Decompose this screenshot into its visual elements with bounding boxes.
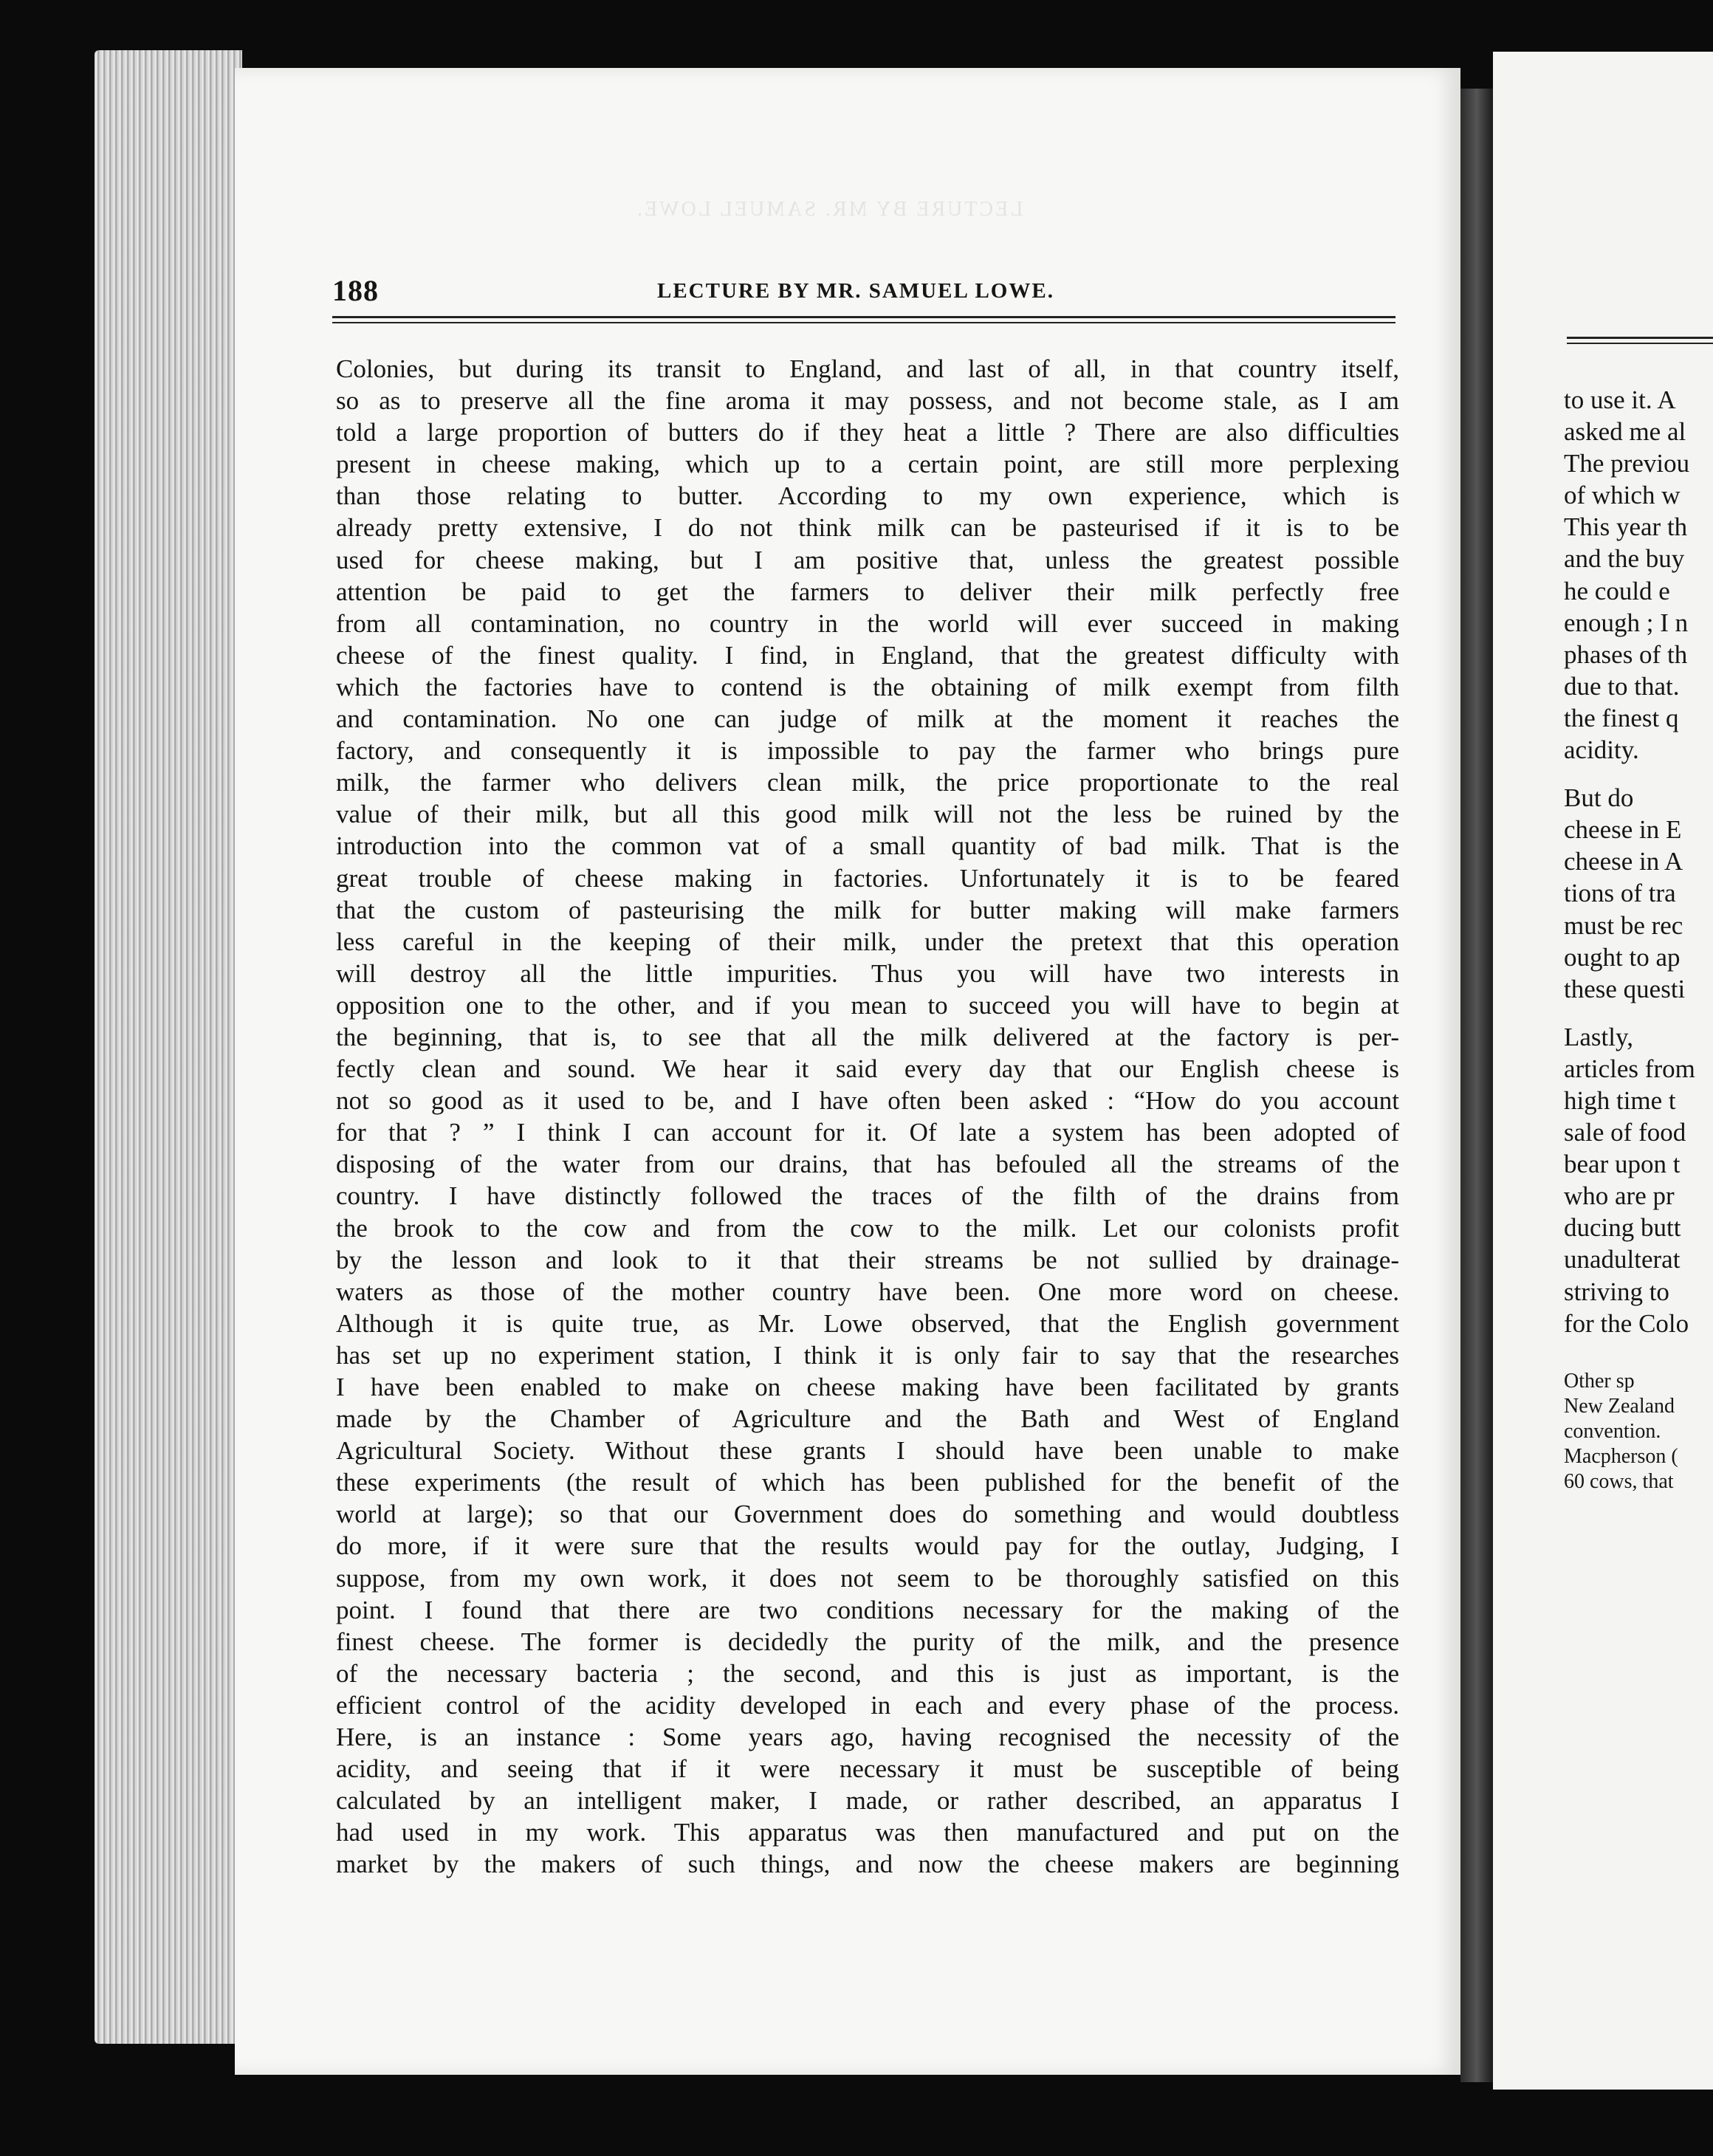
text-line: not so good as it used to be, and I have often been asked : “How do you account (336, 1086, 1399, 1116)
facing-header-rule (1567, 337, 1713, 339)
text-line: less careful in the keeping of their milk, under the pretext that this operation (336, 927, 1399, 956)
text-line: calculated by an intelligent maker, I made, or rather described, an apparatus I (336, 1786, 1399, 1816)
page-header (332, 273, 1396, 310)
text-line: waters as those of the mother country have been. One more word on cheese. (336, 1277, 1399, 1306)
text-line: of the necessary bacteria ; the second, and this is just as important, is the (336, 1658, 1399, 1688)
facing-paragraph-3 (1564, 1021, 1713, 1339)
facing-text-line: enough ; I n (1564, 608, 1689, 637)
facing-text-line: and the buy (1564, 544, 1685, 574)
text-line: factory, and consequently it is impossible to pay the farmer who brings pure (336, 736, 1399, 766)
facing-page-text (1564, 384, 1713, 1494)
text-line: cheese of the finest quality. I find, in England, that the greatest difficulty with (336, 640, 1399, 670)
text-line: great trouble of cheese making in factories. Unfortunately it is to be feared (336, 863, 1399, 893)
facing-text-line: Other sp (1564, 1369, 1635, 1393)
text-line: milk, the farmer who delivers clean milk, the price proportionate to the real (336, 768, 1399, 797)
text-line: will destroy all the little impurities. Thus you will have two interests in (336, 958, 1399, 988)
text-line: by the lesson and look to it that their streams be not sullied by drainage- (336, 1245, 1399, 1274)
page-number: 188 (332, 274, 379, 307)
text-line: these experiments (the result of which has been published for the benefit of the (336, 1468, 1399, 1497)
facing-text-line: asked me al (1564, 417, 1686, 447)
facing-text-line: of which w (1564, 481, 1681, 510)
text-line: point. I found that there are two conditions necessary for the making of the (336, 1595, 1399, 1624)
facing-text-line: bear upon t (1564, 1150, 1681, 1179)
text-line: disposing of the water from our drains, that has befouled all the streams of the (336, 1150, 1399, 1179)
body-text (336, 353, 1399, 1881)
text-line: than those relating to butter. According to my own experience, which is (336, 481, 1399, 511)
text-line: I have been enabled to make on cheese making have been facilitated by grants (336, 1373, 1399, 1401)
facing-text-line: phases of th (1564, 639, 1688, 669)
facing-text-line: unadulterat (1564, 1245, 1681, 1274)
text-line: had used in my work. This apparatus was then manufactured and put on the (336, 1818, 1399, 1847)
text-line: suppose, from my own work, it does not seem to be thoroughly satisfied on this (336, 1563, 1399, 1593)
text-line: market by the makers of such things, and now the cheese makers are beginning (336, 1850, 1399, 1879)
facing-text-line: New Zealand (1564, 1394, 1675, 1418)
text-line: so as to preserve all the fine aroma it may possess, and not become stale, as I am (336, 386, 1399, 416)
header-rule-thin (332, 322, 1396, 323)
text-line: value of their milk, but all this good milk will not the less be ruined by the (336, 800, 1399, 829)
text-line: Colonies, but during its transit to England, and last of all, in that country itself, (336, 354, 1399, 383)
text-line: acidity, and seeing that if it were necessary it must be susceptible of being (336, 1754, 1399, 1784)
facing-text-line: for the Colo (1564, 1308, 1689, 1338)
text-line: from all contamination, no country in the world will ever succeed in making (336, 608, 1399, 638)
running-head: LECTURE BY MR. SAMUEL LOWE. (657, 279, 1054, 303)
facing-text-line: he could e (1564, 576, 1670, 605)
bleed-through-heading: LECTURE BY MR. SAMUEL LOWE. (635, 198, 1023, 221)
text-line: introduction into the common vat of a small quantity of bad milk. That is the (336, 831, 1399, 861)
facing-text-line: convention. (1564, 1419, 1661, 1443)
facing-text-line: ducing butt (1564, 1213, 1681, 1243)
facing-text-line: who are pr (1564, 1181, 1675, 1211)
facing-paragraph-4 (1564, 1369, 1713, 1494)
facing-paragraph-2 (1564, 782, 1713, 1005)
text-line: finest cheese. The former is decidedly the purity of the milk, and the presence (336, 1627, 1399, 1656)
facing-text-line: high time t (1564, 1085, 1676, 1115)
text-line: has set up no experiment station, I think it is only fair to say that the researches (336, 1340, 1399, 1370)
facing-text-line: due to that. (1564, 671, 1680, 701)
facing-text-line: 60 cows, that (1564, 1469, 1674, 1493)
facing-paragraph-1 (1564, 384, 1713, 766)
text-line: already pretty extensive, I do not think milk can be pasteurised if it is to be (336, 513, 1399, 543)
facing-text-line: cheese in E (1564, 815, 1682, 845)
text-line: fectly clean and sound. We hear it said every day that our English cheese is (336, 1054, 1399, 1084)
text-line: made by the Chamber of Agriculture and the Bath and West of England (336, 1404, 1399, 1434)
text-line: which the factories have to contend is the obtaining of milk exempt from filth (336, 672, 1399, 701)
facing-text-line: But do (1564, 783, 1634, 813)
facing-text-line: articles from (1564, 1054, 1695, 1083)
book-gutter (1460, 89, 1493, 2082)
facing-text-line: sale of food (1564, 1118, 1686, 1147)
facing-header-rule-thin (1567, 343, 1713, 344)
text-line: used for cheese making, but I am positive that, unless the greatest possible (336, 545, 1399, 574)
facing-text-line: tions of tra (1564, 879, 1676, 908)
text-line: Agricultural Society. Without these grants I should have been unable to make (336, 1436, 1399, 1466)
facing-text-line: must be rec (1564, 910, 1683, 940)
text-line: world at large); so that our Government does do something and would doubtless (336, 1500, 1399, 1529)
text-line: efficient control of the acidity developed in each and every phase of the process. (336, 1690, 1399, 1720)
facing-text-line: This year th (1564, 512, 1688, 542)
facing-text-line: cheese in A (1564, 847, 1683, 876)
text-line: country. I have distinctly followed the traces of the filth of the drains from (336, 1181, 1399, 1211)
text-line: Here, is an instance : Some years ago, having recognised the necessity of the (336, 1723, 1399, 1752)
facing-text-line: acidity. (1564, 735, 1639, 765)
text-line: told a large proportion of butters do if they heat a little ? There are also difficulties (336, 418, 1399, 447)
facing-text-line: the finest q (1564, 703, 1679, 732)
facing-text-line: The previou (1564, 449, 1690, 478)
facing-text-line: striving to (1564, 1277, 1669, 1306)
text-line: Although it is quite true, as Mr. Lowe observed, that the English government (336, 1308, 1399, 1338)
text-line: attention be paid to get the farmers to deliver their milk perfectly free (336, 577, 1399, 606)
text-line: that the custom of pasteurising the milk for butter making will make farmers (336, 895, 1399, 924)
text-line: and contamination. No one can judge of milk at the moment it reaches the (336, 704, 1399, 734)
text-line: opposition one to the other, and if you mean to succeed you will have to begin at (336, 990, 1399, 1020)
facing-text-line: Lastly, (1564, 1022, 1633, 1051)
page-edges (95, 50, 242, 2044)
text-line: for that ? ” I think I can account for it. Of late a system has been adopted of (336, 1118, 1399, 1147)
facing-text-line: these questi (1564, 974, 1686, 1003)
header-rule (332, 316, 1396, 318)
text-line: the beginning, that is, to see that all the milk delivered at the factory is per- (336, 1022, 1399, 1051)
facing-text-line: to use it. A (1564, 385, 1676, 414)
text-line: do more, if it were sure that the results would pay for the outlay, Judging, I (336, 1531, 1399, 1561)
facing-page (1493, 52, 1713, 2090)
text-line: the brook to the cow and from the cow to the milk. Let our colonists profit (336, 1213, 1399, 1243)
facing-text-line: ought to ap (1564, 942, 1681, 972)
facing-text-line: Macpherson ( (1564, 1444, 1678, 1468)
text-line: present in cheese making, which up to a certain point, are still more perplexing (336, 450, 1399, 479)
